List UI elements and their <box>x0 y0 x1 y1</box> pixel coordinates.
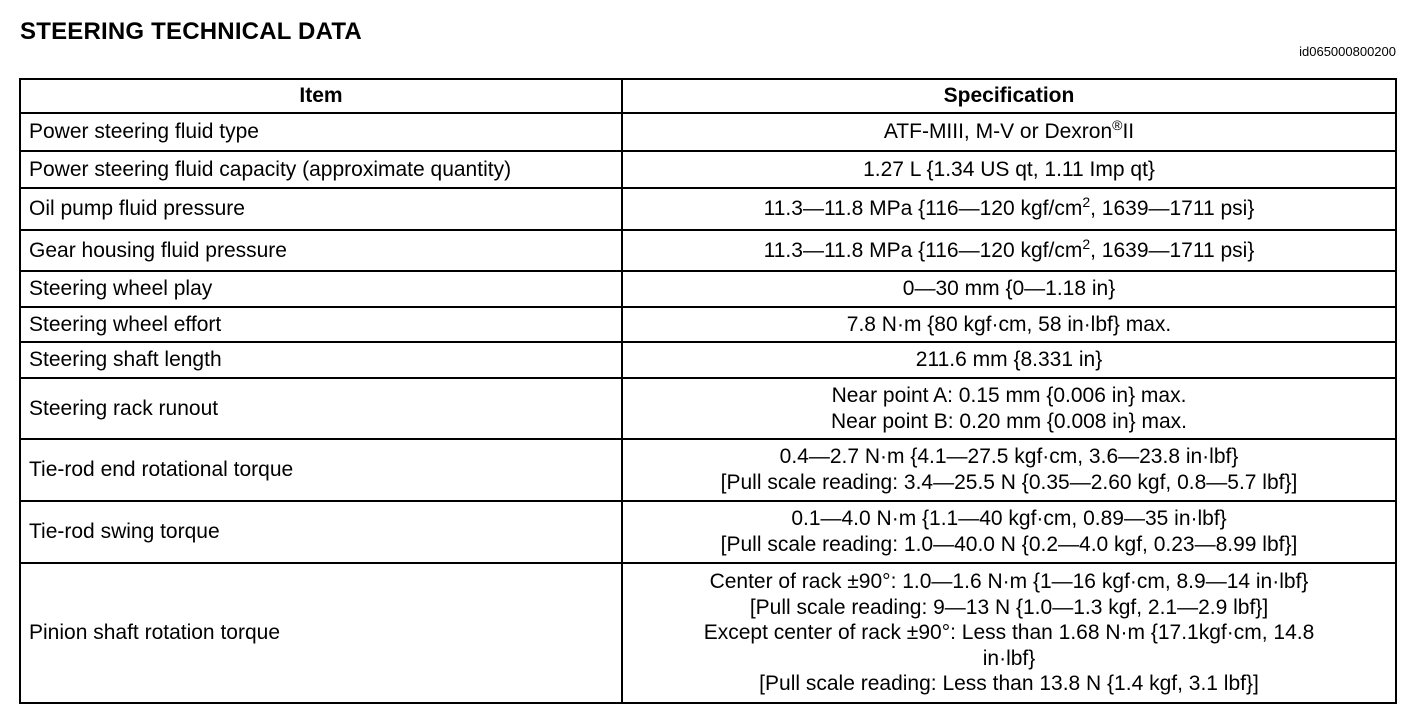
spec-line: [Pull scale reading: 3.4—25.5 N {0.35—2.60 kgf, 0.8—5.7 lbf}] <box>720 471 1298 494</box>
row-item-label: Steering shaft length <box>20 342 622 378</box>
page-title: STEERING TECHNICAL DATA <box>20 18 362 45</box>
spec-line: [Pull scale reading: 1.0—40.0 N {0.2—4.0 kgf, 0.23—8.99 lbf}] <box>720 533 1298 556</box>
row-spec-value <box>622 230 1396 271</box>
table-row <box>20 188 1396 230</box>
spec-line: in·lbf} <box>982 646 1036 670</box>
spec-line: [Pull scale reading: Less than 13.8 N {1.4 kgf, 3.1 lbf}] <box>759 672 1259 696</box>
table-row <box>20 439 1396 501</box>
row-item-label: Tie-rod swing torque <box>20 501 622 563</box>
spec-text: 11.3—11.8 MPa {116—120 kgf/cm <box>763 197 1083 221</box>
row-item-label: Power steering fluid type <box>20 113 622 151</box>
row-spec-value <box>622 113 1396 151</box>
row-spec-value <box>622 563 1396 703</box>
row-spec-value <box>622 439 1396 501</box>
row-spec-value <box>622 501 1396 563</box>
row-item-label: Pinion shaft rotation torque <box>20 563 622 703</box>
table-row <box>20 307 1396 342</box>
table-header-row <box>20 79 1396 113</box>
column-header-item: Item <box>20 79 622 113</box>
row-spec-value: 1.27 L {1.34 US qt, 1.11 Imp qt} <box>622 151 1396 188</box>
table-row <box>20 501 1396 563</box>
column-header-specification: Specification <box>622 79 1396 113</box>
row-item-label: Steering rack runout <box>20 378 622 439</box>
spec-line: 0.1—4.0 N·m {1.1—40 kgf·cm, 0.89—35 in·lbf} <box>791 507 1227 531</box>
row-item-label: Steering wheel play <box>20 271 622 307</box>
spec-line: [Pull scale reading: 9—13 N {1.0—1.3 kgf, 2.1—2.9 lbf}] <box>749 595 1269 619</box>
table-row <box>20 563 1396 703</box>
document-id: id065000800200 <box>1299 44 1396 59</box>
table-row <box>20 113 1396 151</box>
spec-superscript: ® <box>1112 117 1123 134</box>
table-row <box>20 151 1396 188</box>
row-spec-value: 211.6 mm {8.331 in} <box>622 342 1396 378</box>
spec-text: 11.3—11.8 MPa {116—120 kgf/cm <box>763 238 1083 262</box>
row-item-label: Power steering fluid capacity (approximate quantity) <box>20 151 622 188</box>
row-item-label: Steering wheel effort <box>20 307 622 342</box>
row-spec-value <box>622 188 1396 230</box>
row-item-label: Gear housing fluid pressure <box>20 230 622 271</box>
table-row <box>20 342 1396 378</box>
spec-line: Except center of rack ±90°: Less than 1.68 N·m {17.1kgf·cm, 14.8 <box>703 621 1315 645</box>
spec-line: 0.4—2.7 N·m {4.1—27.5 kgf·cm, 3.6—23.8 in·lbf} <box>779 445 1239 469</box>
spec-text: , 1639—1711 psi} <box>1090 238 1255 262</box>
spec-line: Near point A: 0.15 mm {0.006 in} max. <box>831 383 1187 407</box>
table-row <box>20 378 1396 439</box>
spec-superscript: 2 <box>1082 194 1091 211</box>
spec-line: Center of rack ±90°: 1.0—1.6 N·m {1—16 kgf·cm, 8.9—14 in·lbf} <box>709 569 1309 593</box>
spec-text: II <box>1122 120 1135 144</box>
row-spec-value: 7.8 N·m {80 kgf·cm, 58 in·lbf} max. <box>622 307 1396 342</box>
row-spec-value <box>622 378 1396 439</box>
spec-line: Near point B: 0.20 mm {0.008 in} max. <box>830 409 1188 433</box>
spec-text: ATF-MIII, M-V or Dexron <box>883 120 1113 144</box>
row-spec-value: 0—30 mm {0—1.18 in} <box>622 271 1396 307</box>
table-row <box>20 230 1396 271</box>
steering-spec-table <box>19 78 1397 704</box>
spec-text: , 1639—1711 psi} <box>1090 197 1255 221</box>
spec-superscript: 2 <box>1082 235 1091 252</box>
table-row <box>20 271 1396 307</box>
row-item-label: Tie-rod end rotational torque <box>20 439 622 501</box>
row-item-label: Oil pump fluid pressure <box>20 188 622 230</box>
